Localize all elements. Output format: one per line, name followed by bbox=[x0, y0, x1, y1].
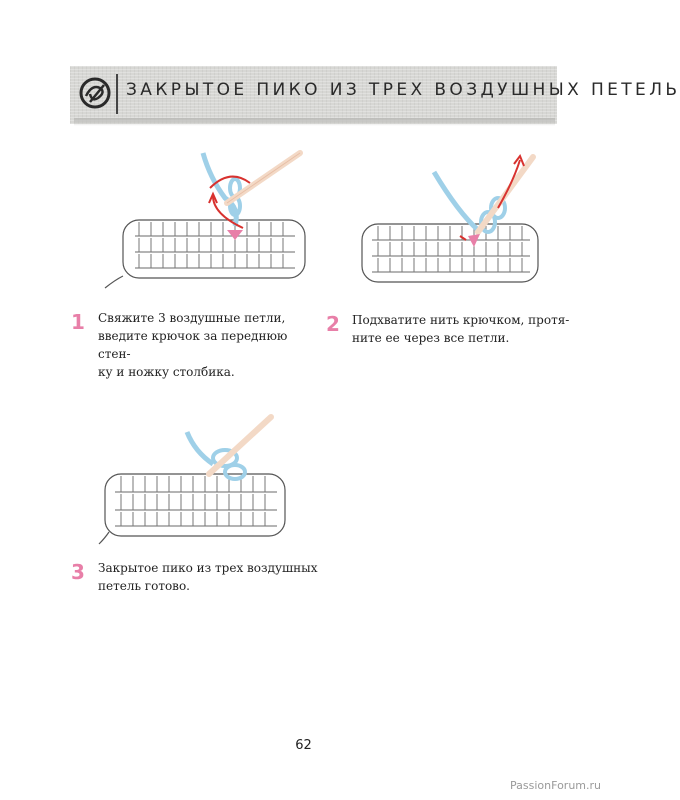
step-3-line: Закрытое пико из трех воздушных bbox=[98, 561, 318, 575]
step-2-line: Подхватите нить крючком, протя- bbox=[352, 313, 570, 327]
step-number-1: 1 bbox=[71, 310, 85, 334]
section-title: ЗАКРЫТОЕ ПИКО ИЗ ТРЕХ ВОЗДУШНЫХ ПЕТЕЛЬ bbox=[126, 80, 680, 100]
illustration-step-1 bbox=[95, 148, 315, 293]
watermark: PassionForum.ru bbox=[510, 779, 601, 792]
step-1-line: ку и ножку столбика. bbox=[98, 365, 235, 379]
step-1-line: введите крючок за переднюю стен- bbox=[98, 329, 288, 361]
step-3-line: петель готово. bbox=[98, 579, 190, 593]
step-2-line: ните ее через все петли. bbox=[352, 331, 510, 345]
illustration-step-3 bbox=[95, 412, 295, 552]
step-text-3 bbox=[98, 559, 318, 595]
step-text-2 bbox=[352, 311, 572, 347]
step-1-line: Свяжите 3 воздушные петли, bbox=[98, 311, 286, 325]
illustration-step-2 bbox=[348, 152, 548, 292]
step-number-2: 2 bbox=[326, 312, 340, 336]
page-number: 62 bbox=[295, 738, 312, 753]
header-divider bbox=[116, 74, 118, 114]
step-number-3: 3 bbox=[71, 560, 85, 584]
crochet-hook-loop-icon bbox=[78, 76, 112, 110]
step-text-1 bbox=[98, 309, 318, 381]
header-shadow bbox=[74, 118, 555, 126]
